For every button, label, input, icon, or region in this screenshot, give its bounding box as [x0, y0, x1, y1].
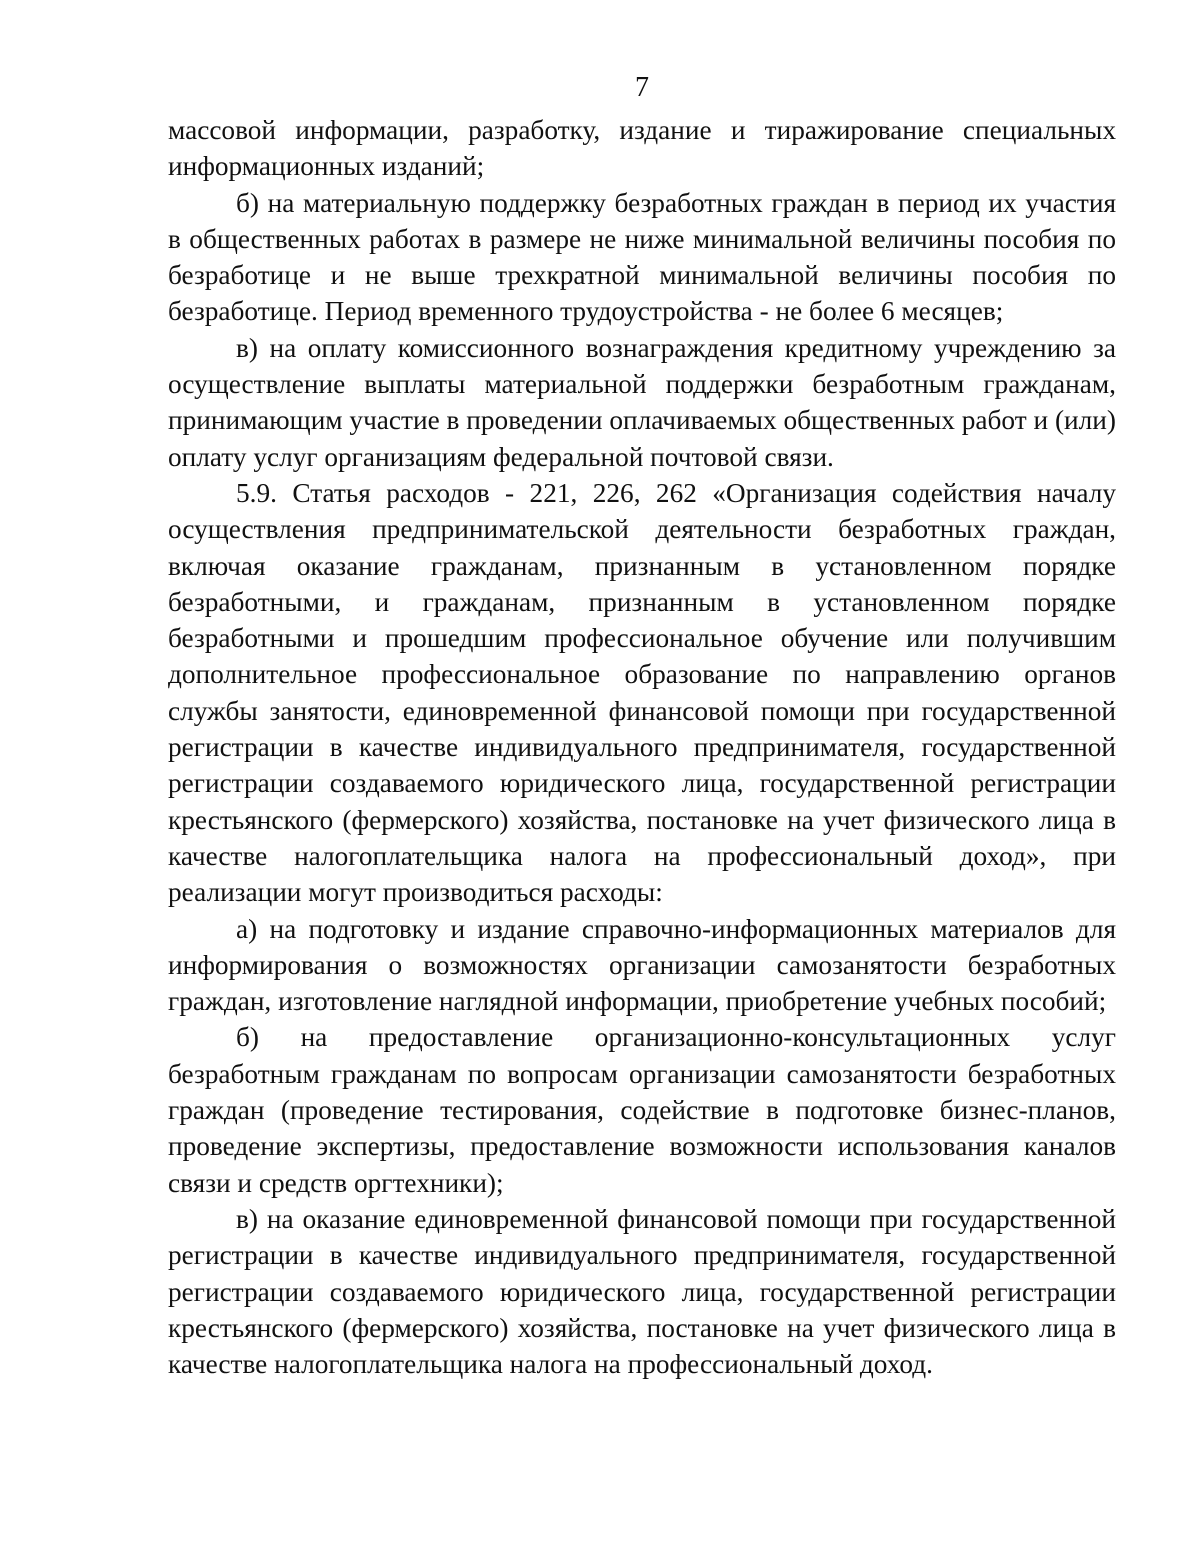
paragraph-v-commission-payment: в) на оплату комиссионного вознаграждения кредитному учреждению за осуществление выплаты материальной поддержки безработным гражданам, принимающим участие в проведении оплачиваемых общественных работ и (или) оплату услуг организациям федеральной почтовой связи.: [168, 332, 1116, 472]
paragraph-b-material-support: б) на материальную поддержку безработных граждан в период их участия в общественных работах в размере не ниже минимальной величины пособия по безработице и не выше трехкратной минимальной величины пособия по безработице. Период временного трудоустройства - не более 6 месяцев;: [168, 187, 1116, 327]
paragraph-a-information-materials: а) на подготовку и издание справочно-информационных материалов для информирования о возможностях организации самозанятости безработных граждан, изготовление наглядной информации, приобретение учебных пособий;: [168, 913, 1116, 1017]
paragraph-b-consulting-services: б) на предоставление организационно-консультационных услуг безработным гражданам по вопросам организации самозанятости безработных граждан (проведение тестирования, содействие в подготовке бизнес-планов, проведение экспертизы, предоставление возможности использования каналов связи и средств оргтехники);: [168, 1022, 1116, 1198]
paragraph-continuation: массовой информации, разработку, издание и тиражирование специальных информационных изданий;: [168, 115, 1116, 182]
page-number: 7: [635, 72, 649, 103]
document-body: [168, 112, 1116, 1382]
paragraph-v-financial-aid: в) на оказание единовременной финансовой помощи при государственной регистрации в качестве индивидуального предпринимателя, государственной регистрации создаваемого юридического лица, государственной регистрации крестьянского (фермерского) хозяйства, постановке на учет физического лица в качестве налогоплательщика налога на профессиональный доход.: [168, 1203, 1116, 1380]
paragraph-5-9-expense-item: 5.9. Статья расходов - 221, 226, 262 «Организация содействия началу осуществления предпринимательской деятельности безработных граждан, включая оказание гражданам, признанным в установленном порядке безработными, и гражданам, признанным в установленном порядке безработными и прошедшим профессиональное обучение или получившим дополнительное профессиональное образование по направлению органов службы занятости, единовременной финансовой помощи при государственной регистрации в качестве индивидуального предпринимателя, государственной регистрации создаваемого юридического лица, государственной регистрации крестьянского (фермерского) хозяйства, постановке на учет физического лица в качестве налогоплательщика налога на профессиональный доход», при реализации могут производиться расходы:: [168, 477, 1116, 908]
